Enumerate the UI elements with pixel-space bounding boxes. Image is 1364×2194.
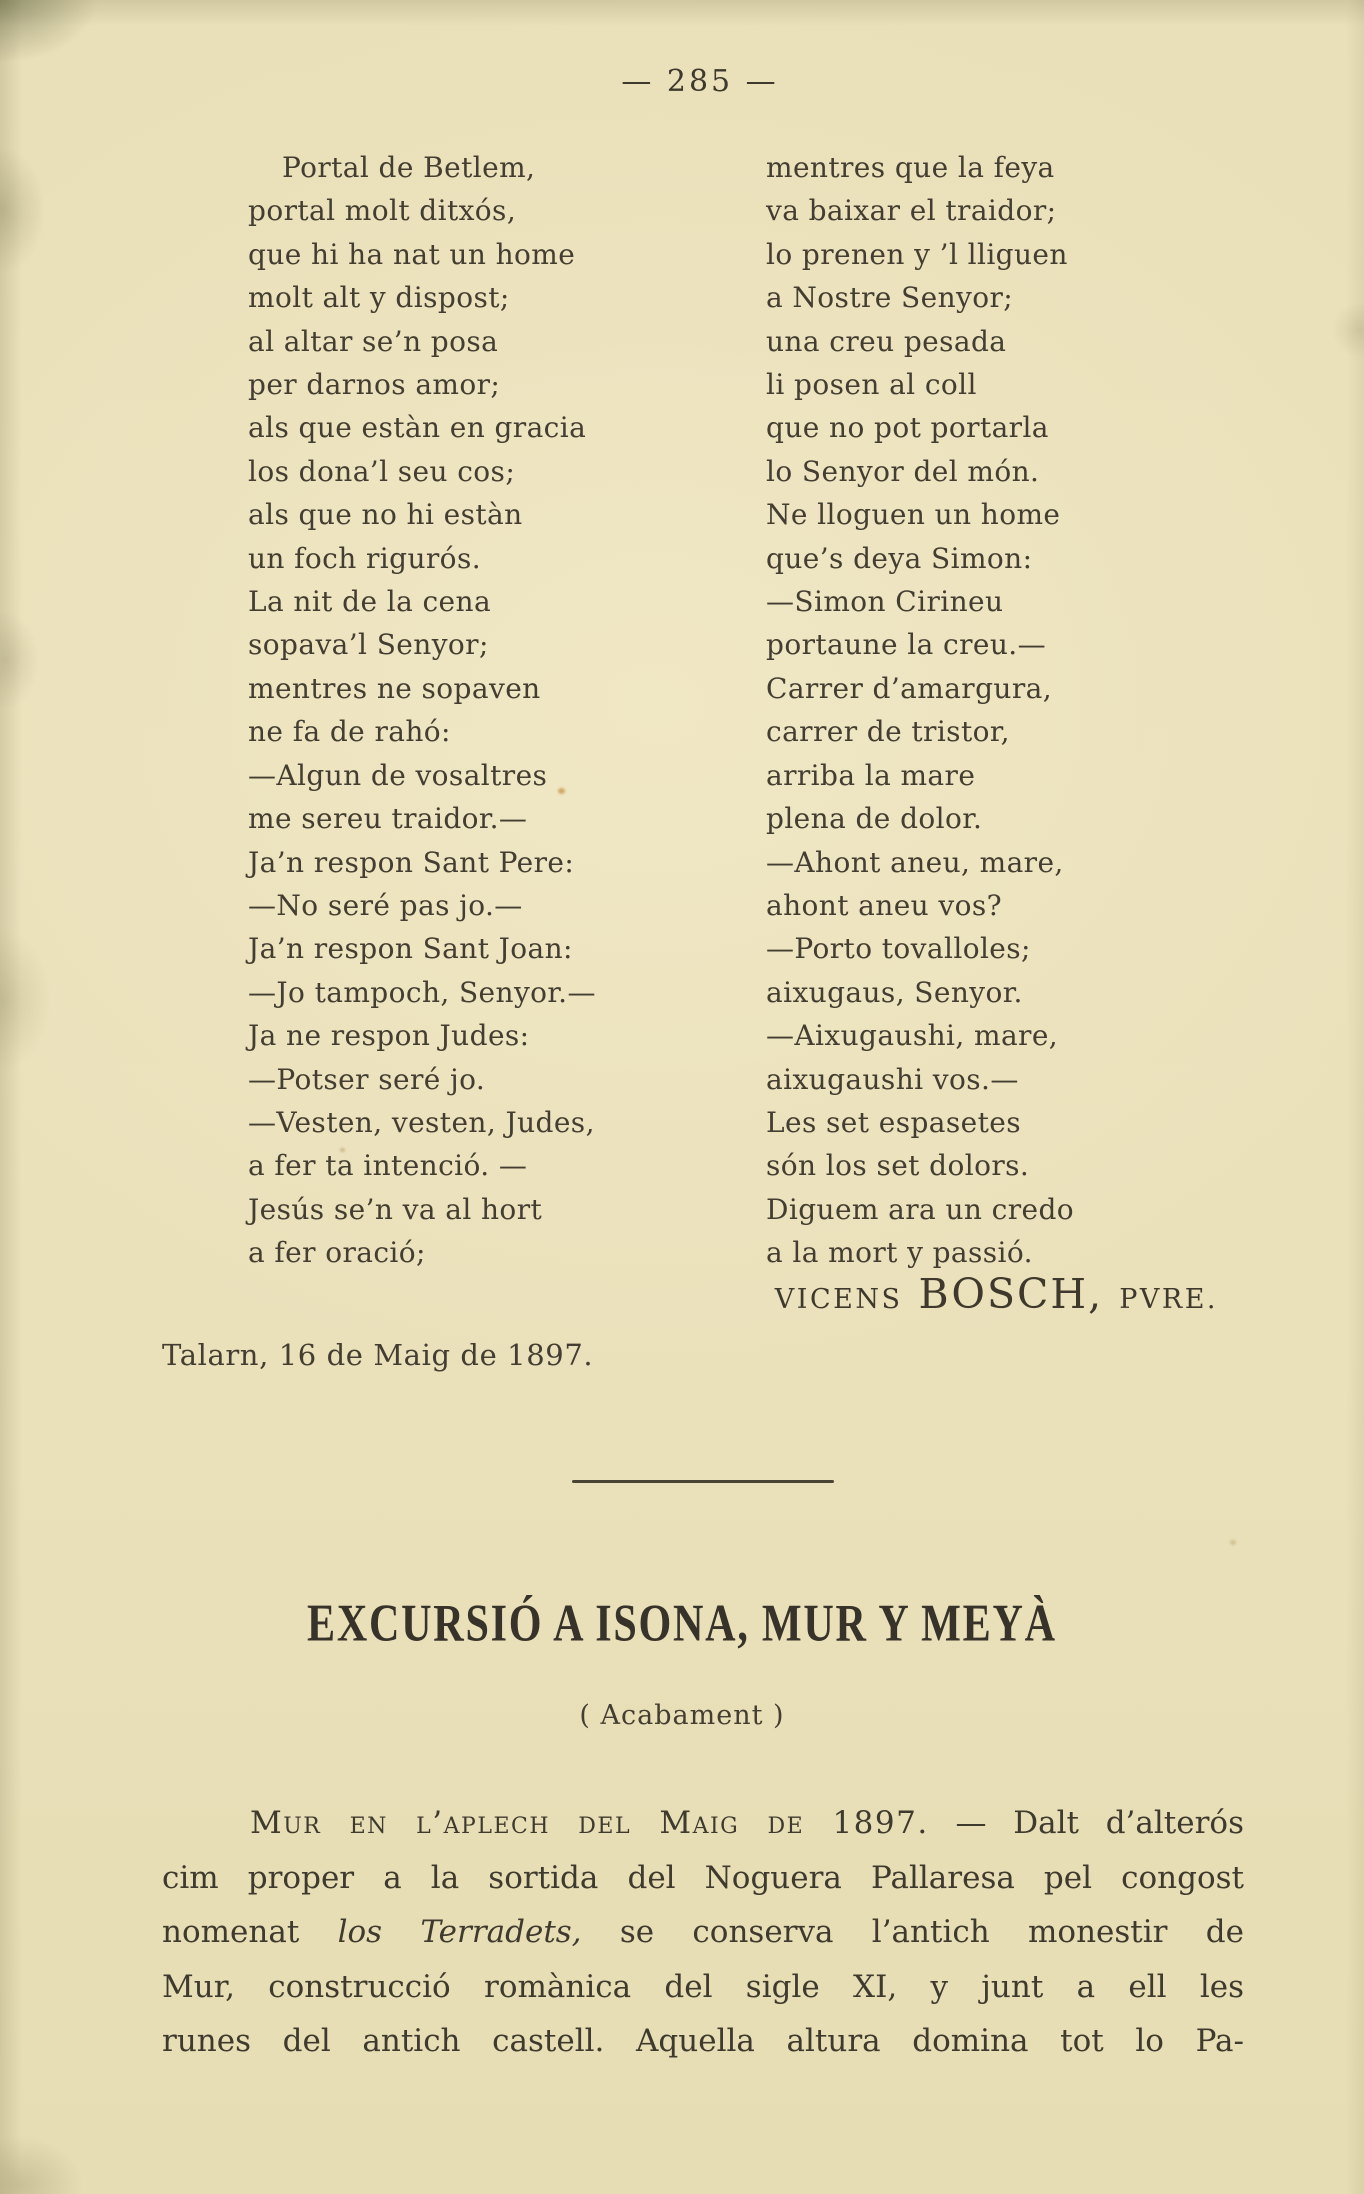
poem-line: que no pot portarla <box>766 411 1049 445</box>
poem-line: sopava’l Senyor; <box>248 628 489 662</box>
poem-line: lo Senyor del món. <box>766 454 1040 488</box>
poem-column-right <box>766 146 1074 1275</box>
poem-line: —Porto tovalloles; <box>766 932 1031 966</box>
poem-line: a la mort y passió. <box>766 1236 1033 1270</box>
poem-column-left <box>248 146 596 1275</box>
poem-line: —Ahont aneu, mare, <box>766 845 1064 879</box>
poem-line: —Simon Cirineu <box>766 585 1004 619</box>
text-segment: Mur, construcció romànica del sigle XI, y junt a ell les <box>162 1968 1244 2005</box>
poem-line: —Vesten, vesten, Judes, <box>248 1105 595 1139</box>
poem-line: que’s deya Simon: <box>766 541 1033 575</box>
paper-speck <box>1230 1540 1236 1545</box>
paragraph-line <box>162 1796 1244 1851</box>
poem-line: als que estàn en gracia <box>248 411 587 445</box>
poem-line: carrer de tristor, <box>766 715 1010 749</box>
poem-line: Ja’n respon Sant Pere: <box>248 845 575 879</box>
text-segment: los Terradets, <box>337 1914 582 1950</box>
poem-line: una creu pesada <box>766 324 1007 358</box>
poem-line: plena de dolor. <box>766 802 983 836</box>
paragraph-line <box>162 1851 1244 1906</box>
section-divider-rule <box>572 1480 834 1483</box>
poem-line: a Nostre Senyor; <box>766 281 1014 315</box>
poem-line: mentres ne sopaven <box>248 671 541 705</box>
poem-line: molt alt y dispost; <box>248 281 510 315</box>
author-first-name: VICENS <box>774 1284 903 1315</box>
article-title <box>0 1594 1364 1651</box>
text-segment: runes del antich castell. Aquella altura domina tot lo Pa- <box>162 2023 1244 2059</box>
poem-line: —No seré pas jo.— <box>248 888 523 922</box>
poem-line: són los set dolors. <box>766 1149 1030 1183</box>
article-title-text: EXCURSIÓ A ISONA, MUR Y MEYÀ <box>307 1592 1057 1653</box>
poem-line: a fer oració; <box>248 1236 426 1270</box>
poem-line: als que no hi estàn <box>248 498 523 532</box>
poem-line: Les set espasetes <box>766 1105 1022 1139</box>
text-segment: se conserva l’antich monestir de <box>581 1914 1244 1950</box>
poem-line: un foch rigurós. <box>248 541 482 575</box>
author-signature <box>775 1270 1218 1318</box>
paragraph-line <box>162 2014 1244 2069</box>
text-segment: cim proper a la sortida del Noguera Pallaresa pel congost <box>162 1859 1244 1896</box>
poem-line: Ja’n respon Sant Joan: <box>248 932 573 966</box>
poem-line: va baixar el traidor; <box>766 194 1057 228</box>
poem-line: arriba la mare <box>766 758 976 792</box>
paragraph-line <box>162 1905 1244 1960</box>
poem-line: Jesús se’n va al hort <box>248 1192 543 1226</box>
poem-line: li posen al coll <box>766 368 977 402</box>
poem-line: Portal de Betlem, <box>282 151 536 184</box>
author-title: PVRE. <box>1119 1284 1218 1315</box>
poem-line: portal molt ditxós, <box>248 194 517 228</box>
poem-line: —Jo tampoch, Senyor.— <box>248 975 596 1009</box>
poem-line: me sereu traidor.— <box>248 802 528 836</box>
text-segment: nomenat <box>162 1914 338 1950</box>
poem-line: —Algun de vosaltres <box>248 758 548 792</box>
poem-line: —Potser seré jo. <box>248 1062 486 1096</box>
page-number: — 285 — <box>621 64 779 99</box>
poem-line: —Aixugaushi, mare, <box>766 1019 1059 1053</box>
poem-line: Ja ne respon Judes: <box>248 1019 530 1053</box>
poem-line: portaune la creu.— <box>766 628 1046 662</box>
poem-line: los dona’l seu cos; <box>248 454 516 488</box>
article-subtitle: ( Acabament ) <box>579 1700 785 1731</box>
poem-line: al altar se’n posa <box>248 324 499 358</box>
poem-line: Diguem ara un credo <box>766 1192 1075 1226</box>
poem-line: Ne lloguen un home <box>766 498 1061 532</box>
dateline: Talarn, 16 de Maig de 1897. <box>162 1338 594 1372</box>
poem-line: aixugaus, Senyor. <box>766 975 1023 1009</box>
poem-line: ahont aneu vos? <box>766 888 1003 922</box>
text-segment: — Dalt d’alterós <box>928 1805 1244 1841</box>
poem-line: ne fa de rahó: <box>248 715 451 749</box>
poem-line: La nit de la cena <box>248 585 492 619</box>
poem-line: mentres que la feya <box>766 151 1055 184</box>
poem-line: que hi ha nat un home <box>248 237 576 271</box>
poem-line: aixugaushi vos.— <box>766 1062 1019 1096</box>
poem-line: Carrer d’amargura, <box>766 671 1053 705</box>
paragraph-line <box>162 1960 1244 2015</box>
author-last-name: BOSCH, <box>918 1270 1104 1318</box>
poem-line: a fer ta intenció. — <box>248 1149 528 1183</box>
text-segment: Mur en l’aplech del Maig de 1897. <box>250 1805 929 1841</box>
poem-line: lo prenen y ’l lliguen <box>766 237 1068 271</box>
poem-line: per darnos amor; <box>248 368 501 402</box>
article-paragraph <box>162 1796 1244 2069</box>
